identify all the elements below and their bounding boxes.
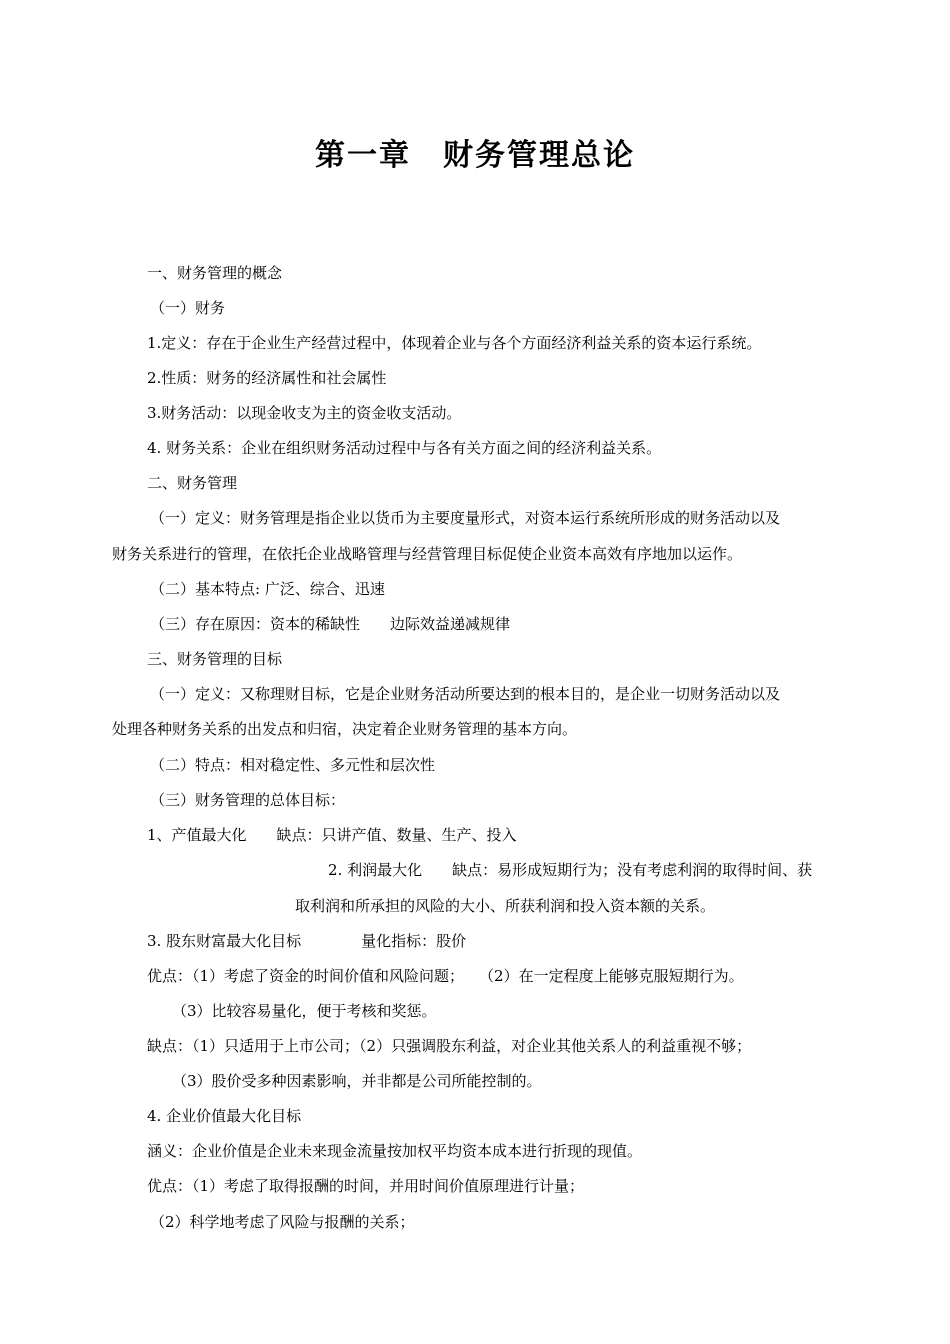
paragraph-features: （二）基本特点: 广泛、综合、迅速 [150,580,385,598]
paragraph-ev-advantages-2: （2）科学地考虑了风险与报酬的关系； [150,1213,415,1231]
chapter-title: 第一章 财务管理总论 [315,138,635,173]
paragraph-ev-advantages-1: 优点：（1）考虑了取得报酬的时间，并用时间价值原理进行计量； [147,1177,585,1195]
subsection-finance: （一）财务 [150,299,226,317]
paragraph-goal-features: （二）特点：相对稳定性、多元性和层次性 [150,756,436,774]
section-heading-management: 二、财务管理 [147,474,238,492]
paragraph-management-definition-cont: 财务关系进行的管理，在依托企业战略管理与经营管理目标促使企业资本高效有序地加以运作。 [112,545,743,563]
paragraph-shareholder-wealth: 3. 股东财富最大化目标 量化指标：股价 [147,932,467,950]
paragraph-nature: 2.性质：财务的经济属性和社会属性 [147,369,387,387]
paragraph-meaning: 涵义：企业价值是企业未来现金流量按加权平均资本成本进行折现的现值。 [147,1142,643,1160]
paragraph-disadvantages-2: （3）股价受多种因素影响，并非都是公司所能控制的。 [172,1072,542,1090]
paragraph-definition: 1.定义：存在于企业生产经营过程中，体现着企业与各个方面经济利益关系的资本运行系统。 [147,334,762,352]
paragraph-goal-definition-cont: 处理各种财务关系的出发点和归宿，决定着企业财务管理的基本方向。 [112,720,578,738]
paragraph-enterprise-value: 4. 企业价值最大化目标 [147,1107,302,1125]
paragraph-profit-max: 2. 利润最大化 缺点：易形成短期行为；没有考虑利润的取得时间、获 [328,861,813,879]
paragraph-advantages-2: （3）比较容易量化，便于考核和奖惩。 [172,1002,437,1020]
section-heading-concept: 一、财务管理的概念 [147,264,283,282]
paragraph-reasons: （三）存在原因：资本的稀缺性 边际效益递减规律 [150,615,511,633]
paragraph-relations: 4. 财务关系：企业在组织财务活动过程中与各有关方面之间的经济利益关系。 [147,439,662,457]
paragraph-output-max: 1、产值最大化 缺点：只讲产值、数量、生产、投入 [147,826,517,844]
section-heading-goals: 三、财务管理的目标 [147,650,283,668]
paragraph-overall-goals: （三）财务管理的总体目标： [150,791,346,809]
paragraph-advantages-1: 优点：（1）考虑了资金的时间价值和风险问题； （2）在一定程度上能够克服短期行为。 [147,967,744,985]
paragraph-goal-definition: （一）定义：又称理财目标，它是企业财务活动所要达到的根本目的，是企业一切财务活动以及 [150,685,781,703]
paragraph-profit-max-cont: 取利润和所承担的风险的大小、所获利润和投入资本额的关系。 [295,897,716,915]
paragraph-disadvantages-1: 缺点：（1）只适用于上市公司；（2）只强调股东利益，对企业其他关系人的利益重视不够； [147,1037,752,1055]
paragraph-management-definition: （一）定义：财务管理是指企业以货币为主要度量形式，对资本运行系统所形成的财务活动以及 [150,509,781,527]
paragraph-activity: 3.财务活动：以现金收支为主的资金收支活动。 [147,404,462,422]
